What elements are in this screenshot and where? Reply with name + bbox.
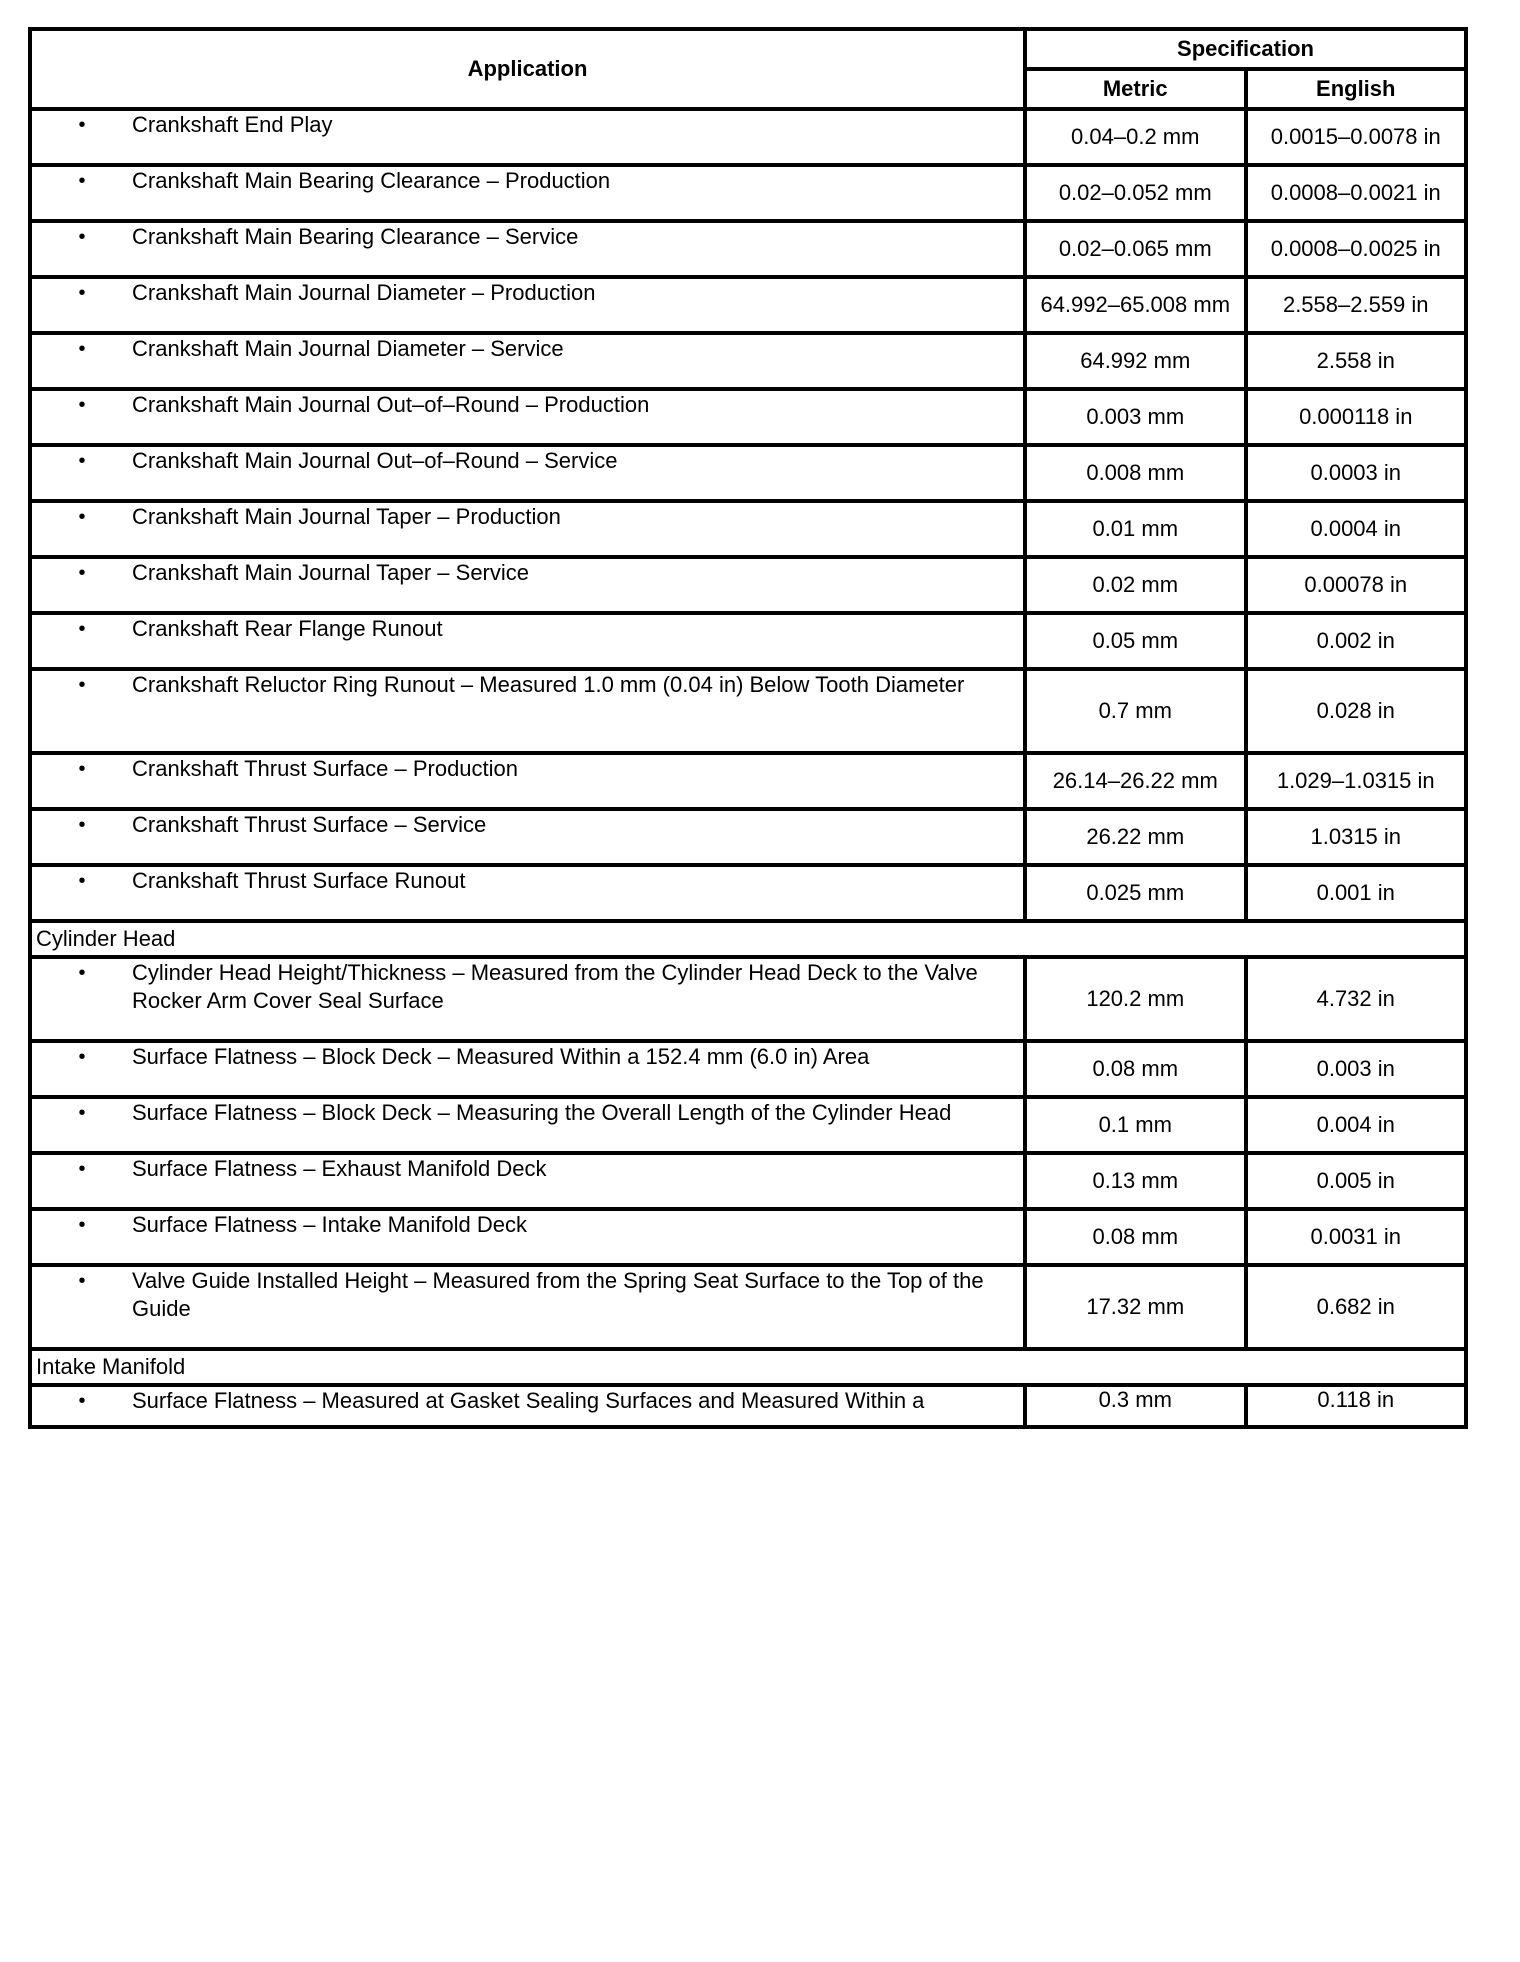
section-row-intake-manifold	[30, 1349, 1466, 1385]
metric-value: 0.7 mm	[1025, 669, 1246, 753]
metric-value: 0.13 mm	[1025, 1153, 1246, 1209]
section-title: Cylinder Head	[30, 921, 1466, 957]
application-text: Valve Guide Installed Height – Measured from the Spring Seat Surface to the Top of the Guide	[132, 1268, 984, 1321]
metric-value: 64.992 mm	[1025, 333, 1246, 389]
table-row	[30, 1153, 1466, 1209]
english-header: English	[1246, 69, 1467, 109]
specification-header: Specification	[1025, 29, 1466, 69]
metric-value: 17.32 mm	[1025, 1265, 1246, 1349]
bullet-icon: •	[78, 618, 86, 640]
metric-value: 0.02–0.065 mm	[1025, 221, 1246, 277]
application-text: Crankshaft End Play	[132, 112, 333, 137]
application-text: Crankshaft Thrust Surface Runout	[132, 868, 466, 893]
table-row	[30, 1041, 1466, 1097]
application-text: Crankshaft Main Journal Taper – Service	[132, 560, 530, 585]
bullet-icon: •	[78, 338, 86, 360]
table-row	[30, 221, 1466, 277]
bullet-icon: •	[78, 282, 86, 304]
table-row	[30, 1097, 1466, 1153]
english-value: 0.0015–0.0078 in	[1246, 109, 1467, 165]
metric-value: 0.08 mm	[1025, 1209, 1246, 1265]
metric-value: 0.01 mm	[1025, 501, 1246, 557]
metric-value: 0.025 mm	[1025, 865, 1246, 921]
bullet-icon: •	[78, 1214, 86, 1236]
bullet-icon: •	[78, 1270, 86, 1292]
application-text: Crankshaft Main Journal Diameter – Production	[132, 280, 596, 305]
bullet-icon: •	[78, 1390, 86, 1412]
table-row	[30, 957, 1466, 1041]
english-value: 0.004 in	[1246, 1097, 1467, 1153]
english-value: 0.003 in	[1246, 1041, 1467, 1097]
bullet-icon: •	[78, 870, 86, 892]
bullet-icon: •	[78, 1102, 86, 1124]
english-value: 0.005 in	[1246, 1153, 1467, 1209]
metric-value: 0.05 mm	[1025, 613, 1246, 669]
metric-value: 0.04–0.2 mm	[1025, 109, 1246, 165]
application-text: Crankshaft Thrust Surface – Service	[132, 812, 487, 837]
application-text: Crankshaft Reluctor Ring Runout – Measured 1.0 mm (0.04 in) Below Tooth Diameter	[132, 672, 965, 697]
table-row	[30, 1209, 1466, 1265]
metric-value: 64.992–65.008 mm	[1025, 277, 1246, 333]
table-row	[30, 753, 1466, 809]
bullet-icon: •	[78, 962, 86, 984]
section-title: Intake Manifold	[30, 1349, 1466, 1385]
application-text: Crankshaft Main Journal Out–of–Round – Service	[132, 448, 618, 473]
metric-value: 26.14–26.22 mm	[1025, 753, 1246, 809]
english-value: 0.00078 in	[1246, 557, 1467, 613]
table-row	[30, 613, 1466, 669]
application-text: Crankshaft Rear Flange Runout	[132, 616, 443, 641]
application-text: Crankshaft Main Bearing Clearance – Production	[132, 168, 611, 193]
english-value: 2.558 in	[1246, 333, 1467, 389]
english-value: 0.0003 in	[1246, 445, 1467, 501]
metric-value: 120.2 mm	[1025, 957, 1246, 1041]
table-row	[30, 669, 1466, 753]
english-value: 0.682 in	[1246, 1265, 1467, 1349]
metric-value: 0.02 mm	[1025, 557, 1246, 613]
english-value: 0.000118 in	[1246, 389, 1467, 445]
application-text: Surface Flatness – Block Deck – Measured Within a 152.4 mm (6.0 in) Area	[132, 1044, 870, 1069]
table-row	[30, 389, 1466, 445]
english-value: 4.732 in	[1246, 957, 1467, 1041]
application-text: Cylinder Head Height/Thickness – Measured from the Cylinder Head Deck to the Valve Rocker Arm Cover Seal Surface	[132, 960, 978, 1013]
english-value: 2.558–2.559 in	[1246, 277, 1467, 333]
table-row	[30, 1385, 1466, 1427]
english-value: 0.0004 in	[1246, 501, 1467, 557]
application-text: Crankshaft Thrust Surface – Production	[132, 756, 519, 781]
application-text: Crankshaft Main Journal Taper – Production	[132, 504, 561, 529]
table-row	[30, 557, 1466, 613]
english-value: 0.028 in	[1246, 669, 1467, 753]
bullet-icon: •	[78, 758, 86, 780]
table-row	[30, 445, 1466, 501]
application-text: Crankshaft Main Journal Diameter – Service	[132, 336, 564, 361]
english-value: 0.001 in	[1246, 865, 1467, 921]
metric-value: 0.08 mm	[1025, 1041, 1246, 1097]
english-value: 0.002 in	[1246, 613, 1467, 669]
table-row	[30, 277, 1466, 333]
metric-value: 0.02–0.052 mm	[1025, 165, 1246, 221]
metric-value: 0.1 mm	[1025, 1097, 1246, 1153]
metric-value: 26.22 mm	[1025, 809, 1246, 865]
bullet-icon: •	[78, 170, 86, 192]
application-header: Application	[30, 29, 1025, 109]
metric-value: 0.003 mm	[1025, 389, 1246, 445]
english-value: 1.029–1.0315 in	[1246, 753, 1467, 809]
bullet-icon: •	[78, 814, 86, 836]
bullet-icon: •	[78, 674, 86, 696]
english-value: 0.118 in	[1246, 1385, 1467, 1427]
bullet-icon: •	[78, 1158, 86, 1180]
application-text: Surface Flatness – Intake Manifold Deck	[132, 1212, 527, 1237]
table-row	[30, 165, 1466, 221]
bullet-icon: •	[78, 450, 86, 472]
application-text: Surface Flatness – Exhaust Manifold Deck	[132, 1156, 547, 1181]
application-text: Crankshaft Main Journal Out–of–Round – Production	[132, 392, 650, 417]
table-row	[30, 109, 1466, 165]
metric-value: 0.008 mm	[1025, 445, 1246, 501]
table-row	[30, 1265, 1466, 1349]
table-row	[30, 809, 1466, 865]
section-row-cylinder-head	[30, 921, 1466, 957]
bullet-icon: •	[78, 114, 86, 136]
metric-header: Metric	[1025, 69, 1246, 109]
bullet-icon: •	[78, 394, 86, 416]
english-value: 0.0008–0.0025 in	[1246, 221, 1467, 277]
specification-table	[28, 27, 1468, 1429]
table-row	[30, 501, 1466, 557]
table-row	[30, 865, 1466, 921]
bullet-icon: •	[78, 226, 86, 248]
bullet-icon: •	[78, 506, 86, 528]
table-row	[30, 333, 1466, 389]
bullet-icon: •	[78, 1046, 86, 1068]
application-text: Surface Flatness – Block Deck – Measuring the Overall Length of the Cylinder Head	[132, 1100, 952, 1125]
application-text: Surface Flatness – Measured at Gasket Sealing Surfaces and Measured Within a	[132, 1388, 925, 1413]
bullet-icon: •	[78, 562, 86, 584]
application-text: Crankshaft Main Bearing Clearance – Service	[132, 224, 579, 249]
english-value: 1.0315 in	[1246, 809, 1467, 865]
english-value: 0.0008–0.0021 in	[1246, 165, 1467, 221]
english-value: 0.0031 in	[1246, 1209, 1467, 1265]
metric-value: 0.3 mm	[1025, 1385, 1246, 1427]
